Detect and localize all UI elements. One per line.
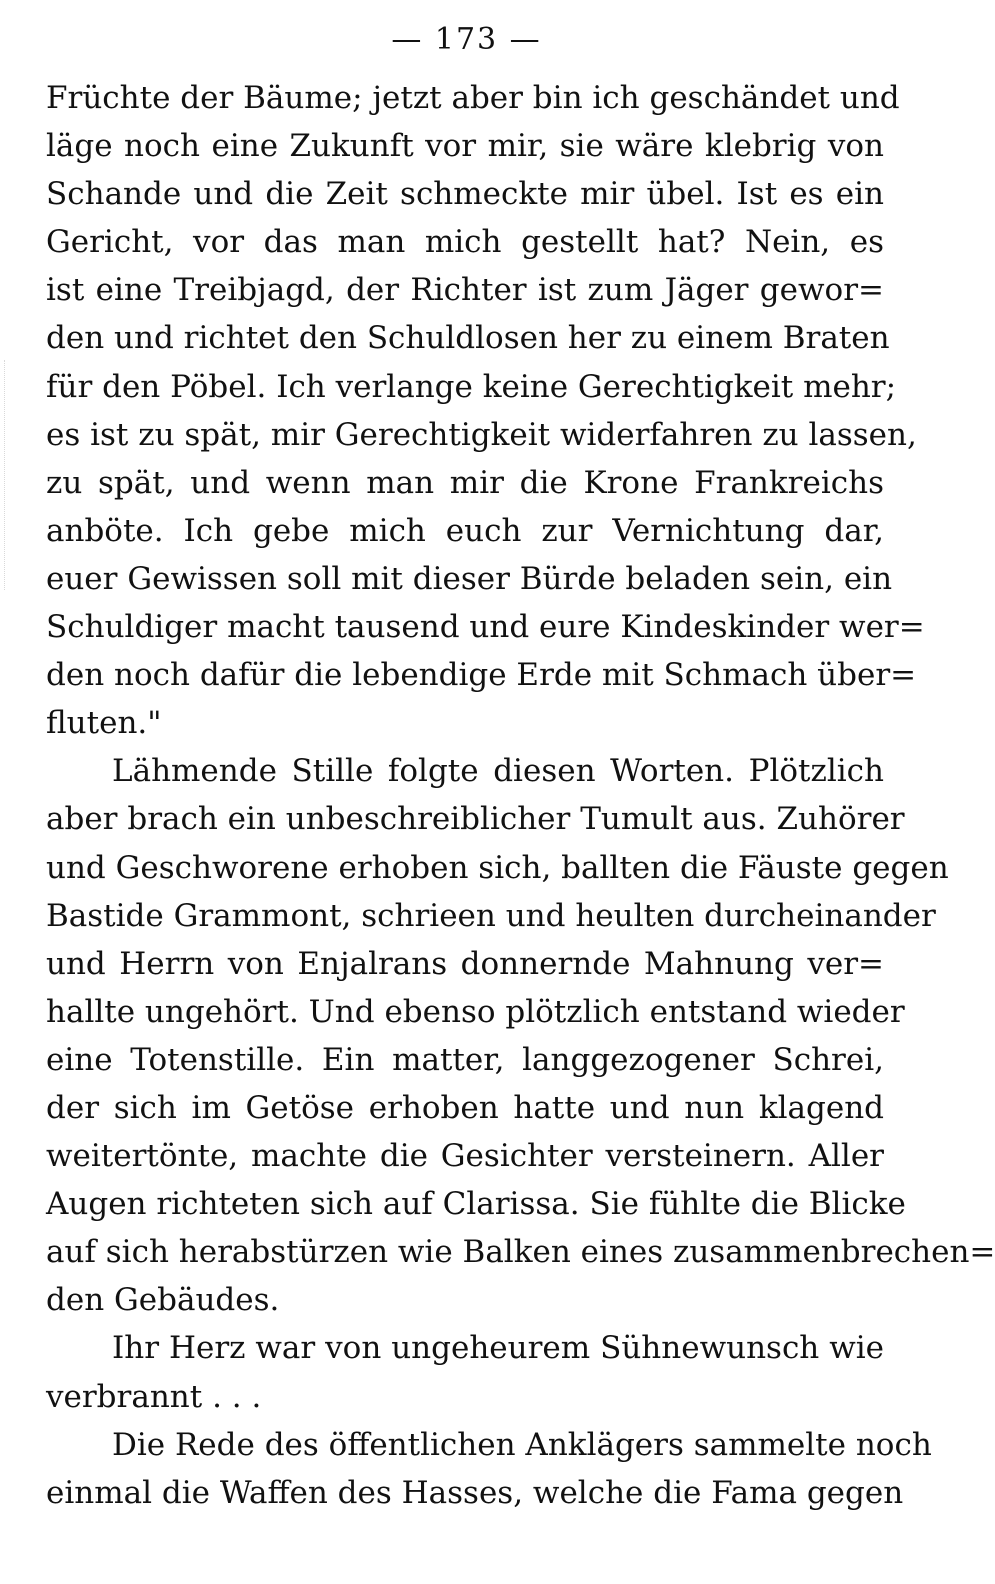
text-line: ist eine Treibjagd, der Richter ist zum Jäger gewor=	[46, 272, 884, 309]
text-line: auf sich herabstürzen wie Balken eines zusammenbrechen=	[46, 1234, 995, 1271]
text-line: den noch dafür die lebendige Erde mit Schmach über=	[46, 657, 917, 694]
text-line: für den Pöbel. Ich verlange keine Gerechtigkeit mehr;	[46, 368, 897, 405]
text-line: hallte ungehört. Und ebenso plötzlich entstand wieder	[46, 993, 905, 1030]
text-line: und Geschworene erhoben sich, ballten die Fäuste gegen	[46, 849, 949, 886]
text-line: der sich im Getöse erhoben hatte und nun klagend	[46, 1089, 884, 1126]
text-line: aber brach ein unbeschreiblicher Tumult aus. Zuhörer	[46, 801, 905, 838]
text-line: es ist zu spät, mir Gerechtigkeit widerfahren zu lassen,	[46, 416, 917, 453]
text-line: Augen richteten sich auf Clarissa. Sie fühlte die Blicke	[46, 1186, 906, 1223]
paragraph-start-line: Die Rede des öffentlichen Anklägers sammelte noch	[112, 1426, 932, 1463]
text-line: Gericht, vor das man mich gestellt hat? Nein, es	[46, 224, 884, 261]
paragraph-start-line: Lähmende Stille folgte diesen Worten. Plötzlich	[112, 753, 884, 790]
text-line: einmal die Waffen des Hasses, welche die Fama gegen	[46, 1474, 904, 1511]
body-text	[46, 74, 995, 1517]
text-line: Bastide Grammont, schrieen und heulten durcheinander	[46, 897, 936, 934]
text-line: anböte. Ich gebe mich euch zur Vernichtung dar,	[46, 512, 884, 549]
paragraph-end-line: den Gebäudes.	[46, 1282, 280, 1319]
text-line: läge noch eine Zukunft vor mir, sie wäre klebrig von	[46, 128, 884, 165]
text-line: den und richtet den Schuldlosen her zu einem Braten	[46, 320, 890, 357]
text-line: eine Totenstille. Ein matter, langgezogener Schrei,	[46, 1041, 884, 1078]
text-line: Früchte der Bäume; jetzt aber bin ich geschändet und	[46, 80, 900, 116]
text-line: und Herrn von Enjalrans donnernde Mahnung ver=	[46, 945, 884, 982]
text-line: Schande und die Zeit schmeckte mir übel. Ist es ein	[46, 176, 884, 213]
paragraph-start-line: Ihr Herz war von ungeheurem Sühnewunsch wie	[112, 1330, 884, 1367]
text-line: Schuldiger macht tausend und eure Kindeskinder wer=	[46, 609, 925, 646]
scan-margin-specks	[4, 360, 15, 590]
text-line: zu spät, und wenn man mir die Krone Frankreichs	[46, 464, 884, 501]
page-number: — 173 —	[391, 22, 542, 57]
text-line: euer Gewissen soll mit dieser Bürde beladen sein, ein	[46, 560, 893, 597]
paragraph-end-line: fluten."	[46, 705, 162, 742]
paragraph-end-line: verbrannt . . .	[46, 1378, 262, 1415]
text-line: weitertönte, machte die Gesichter versteinern. Aller	[46, 1138, 884, 1175]
